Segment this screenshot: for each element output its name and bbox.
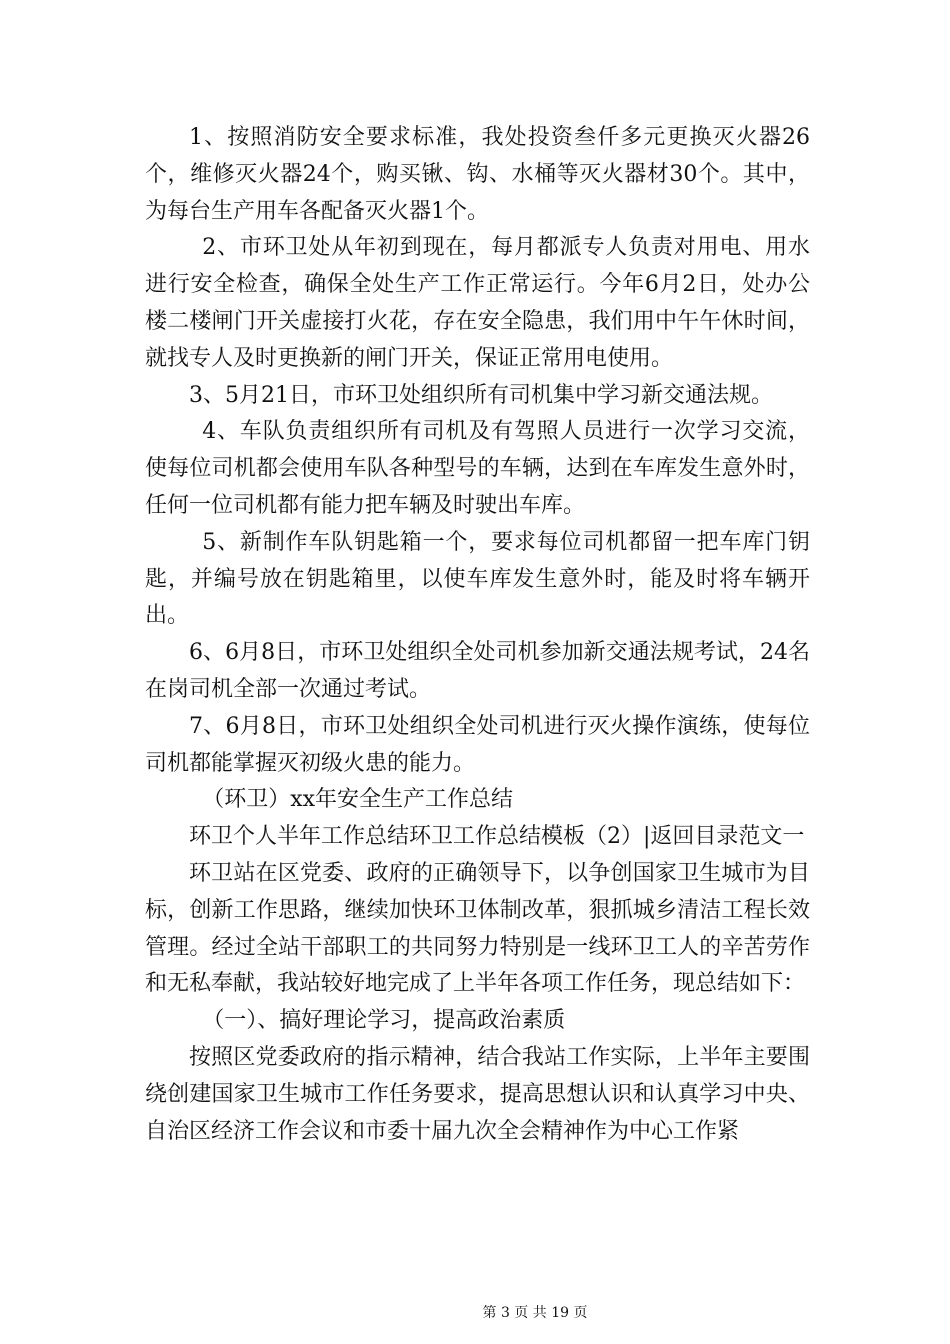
document-body [145, 120, 810, 1150]
paragraph: 7、6月8日，市环卫处组织全处司机进行灭火操作演练，使每位司机都能掌握灭初级火患的能力。 [145, 713, 810, 776]
paragraph: 按照区党委政府的指示精神，结合我站工作实际，上半年主要围绕创建国家卫生城市工作任务要求，提高思想认识和认真学习中央、自治区经济工作会议和市委十届九次全会精神作为中心工作紧 [145, 1044, 810, 1144]
paragraph: 2、市环卫处从年初到现在，每月都派专人负责对用电、用水进行安全检查，确保全处生产工作正常运行。今年6月2日，处办公楼二楼闸门开关虚接打火花，存在安全隐患，我们用中午午休时间，就找专人及时更换新的闸门开关，保证正常用电使用。 [145, 235, 810, 371]
page-number-footer: 第 3 页 共 19 页 [482, 1305, 588, 1321]
paragraph: 3、5月21日，市环卫处组织所有司机集中学习新交通法规。 [189, 382, 773, 408]
template-link-line: 环卫个人半年工作总结环卫工作总结模板（2）|返回目录范文一 [189, 824, 805, 850]
paragraph: 5、新制作车队钥匙箱一个，要求每位司机都留一把车库门钥匙，并编号放在钥匙箱里，以使车库发生意外时，能及时将车辆开出。 [145, 529, 810, 629]
section-heading: （一）、搞好理论学习，提高政治素质 [202, 1008, 566, 1034]
paragraph: 4、车队负责组织所有司机及有驾照人员进行一次学习交流，使每位司机都会使用车队各种型号的车辆，达到在车库发生意外时，任何一位司机都有能力把车辆及时驶出车库。 [145, 419, 810, 518]
paragraph: 环卫站在区党委、政府的正确领导下，以争创国家卫生城市为目标，创新工作思路，继续加快环卫体制改革，狠抓城乡清洁工程长效管理。经过全站干部职工的共同努力特别是一线环卫工人的辛苦劳作和无私奉献，我站较好地完成了上半年各项工作任务，现总结如下： [145, 860, 810, 997]
paragraph: 6、6月8日，市环卫处组织全处司机参加新交通法规考试，24名在岗司机全部一次通过考试。 [145, 640, 810, 702]
paragraph: 1、按照消防安全要求标准，我处投资叁仟多元更换灭火器26个，维修灭火器24个，购买锹、钩、水桶等灭火器材30个。其中，为每台生产用车各配备灭火器1个。 [145, 125, 810, 224]
section-title: （环卫）xx年安全生产工作总结 [202, 787, 514, 813]
